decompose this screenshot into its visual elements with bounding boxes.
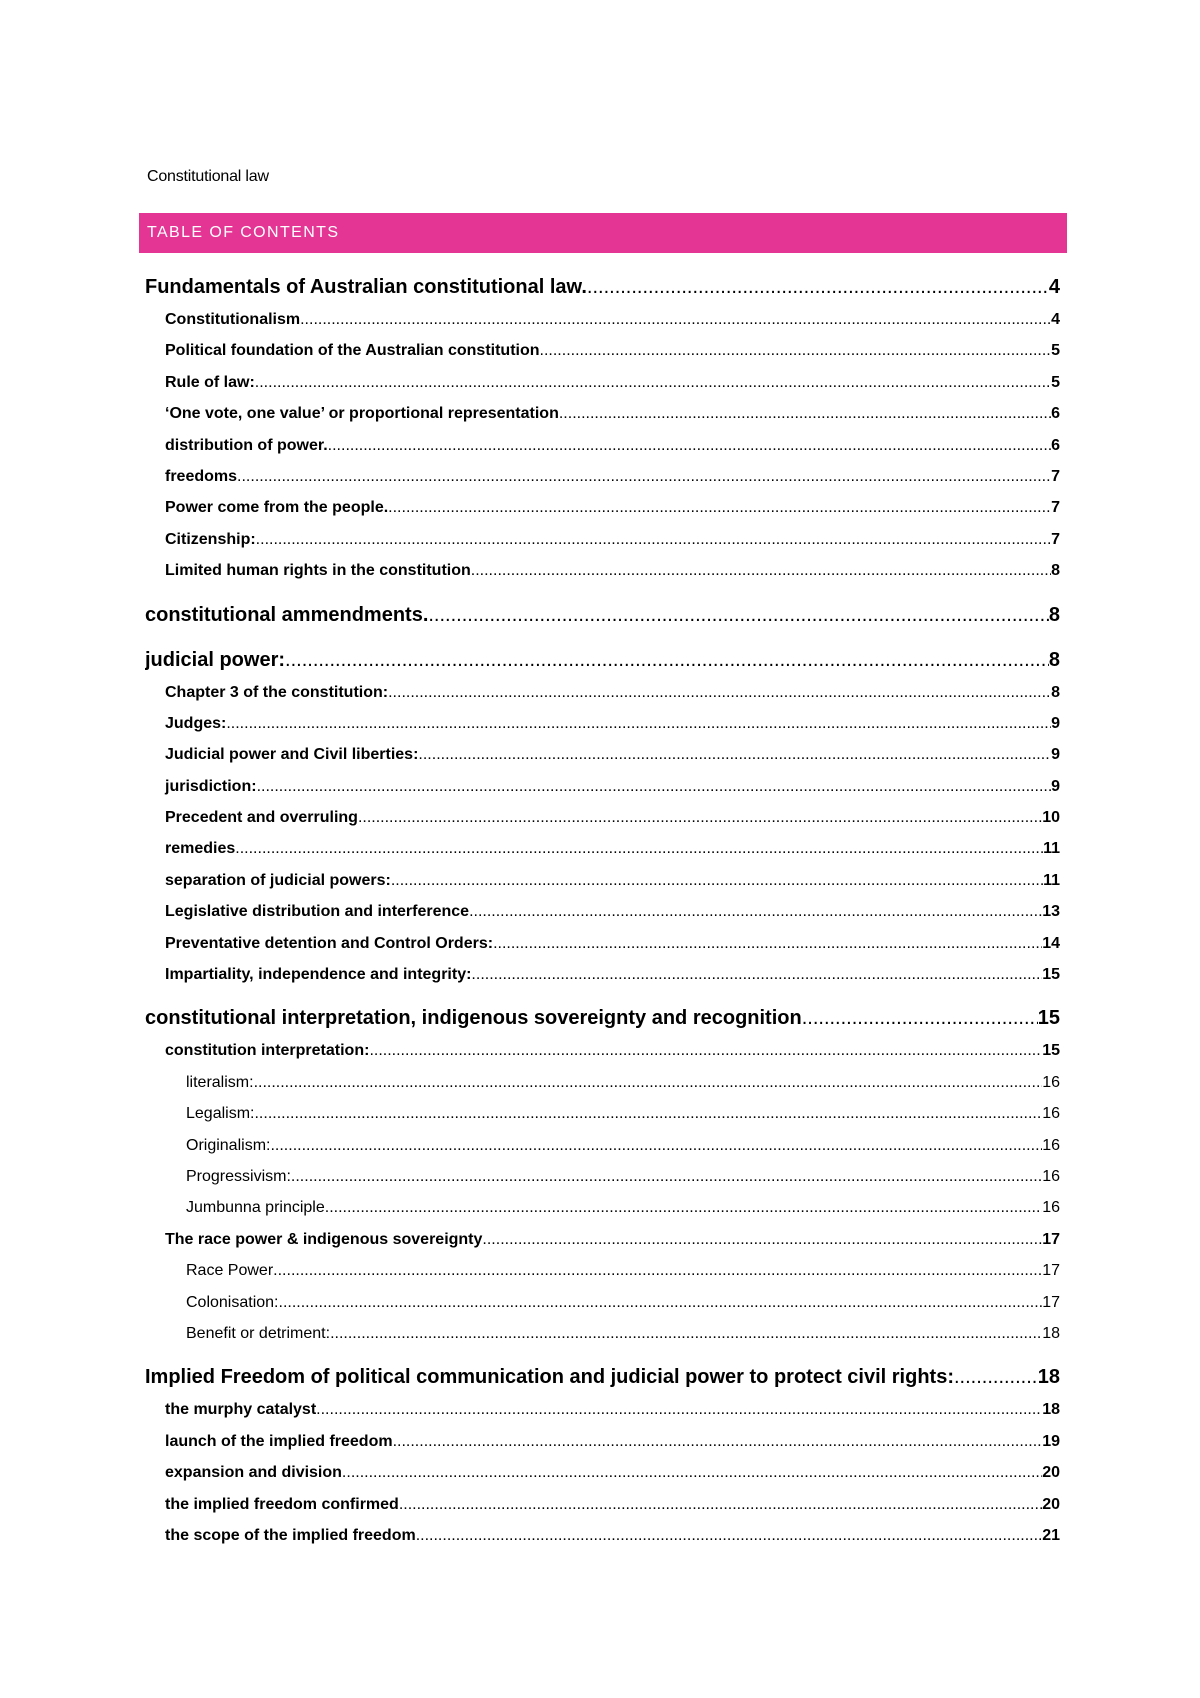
toc-entry[interactable]: [145, 1224, 1060, 1255]
toc-list: [145, 270, 1060, 1551]
toc-dot-leader: [493, 928, 1042, 959]
toc-entry-page: 16: [1042, 1167, 1060, 1185]
toc-entry-title: jurisdiction:: [165, 777, 257, 795]
toc-entry-title: Constitutionalism: [165, 311, 301, 328]
toc-entry-title: constitutional ammendments.: [145, 603, 429, 626]
toc-entry-page: 17: [1042, 1230, 1060, 1248]
toc-dot-leader: [270, 1130, 1042, 1161]
document-header: Constitutional law: [147, 168, 269, 185]
toc-entry-title: separation of judicial powers:: [165, 871, 391, 889]
toc-entry-page: 8: [1048, 603, 1060, 626]
toc-entry[interactable]: [145, 739, 1060, 770]
toc-entry-title: judicial power:: [145, 648, 286, 671]
toc-entry-page: 6: [1051, 436, 1060, 454]
toc-dot-leader: [226, 708, 1051, 739]
toc-entry-title: expansion and division: [165, 1464, 342, 1482]
toc-entry-title: Impartiality, independence and integrity:: [165, 966, 472, 984]
toc-entry[interactable]: [145, 1067, 1060, 1098]
toc-entry-page: 14: [1042, 934, 1060, 952]
toc-entry-title: Race Power: [186, 1262, 274, 1280]
toc-entry-title: Legalism:: [186, 1105, 255, 1123]
toc-dot-leader: [358, 802, 1042, 833]
toc-entry-title: the scope of the implied freedom: [165, 1526, 416, 1544]
toc-dot-leader: [428, 598, 1049, 632]
toc-entry[interactable]: [145, 1098, 1060, 1129]
toc-entry-page: 7: [1051, 467, 1060, 485]
toc-entry-title: Fundamentals of Australian constitutional law.: [145, 276, 587, 298]
toc-entry-page: 11: [1043, 871, 1060, 889]
toc-entry-title: Preventative detention and Control Orders:: [165, 934, 494, 952]
toc-dot-leader: [471, 959, 1042, 990]
toc-entry-page: 17: [1042, 1293, 1060, 1311]
toc-entry[interactable]: [145, 555, 1060, 586]
toc-entry[interactable]: [145, 1360, 1060, 1394]
toc-entry-page: 16: [1042, 1136, 1060, 1154]
toc-entry-page: 18: [1042, 1324, 1060, 1342]
toc-entry[interactable]: [145, 643, 1060, 677]
toc-entry-title: Benefit or detriment:: [186, 1324, 331, 1342]
toc-dot-leader: [416, 1520, 1043, 1551]
toc-entry-page: 8: [1051, 562, 1060, 580]
toc-dot-leader: [285, 643, 1049, 677]
toc-entry[interactable]: [145, 430, 1060, 461]
toc-dot-leader: [587, 270, 1049, 304]
toc-dot-leader: [954, 1360, 1038, 1394]
toc-dot-leader: [330, 1318, 1042, 1349]
toc-entry[interactable]: [145, 461, 1060, 492]
toc-entry-page: 9: [1051, 714, 1060, 732]
toc-dot-leader: [300, 304, 1051, 335]
toc-entry-page: 16: [1042, 1073, 1060, 1091]
toc-dot-leader: [418, 739, 1051, 770]
toc-entry-title: Legislative distribution and interference: [165, 903, 470, 921]
toc-dot-leader: [279, 1287, 1043, 1318]
toc-dot-leader: [540, 335, 1052, 366]
toc-banner-label: TABLE OF CONTENTS: [147, 224, 340, 241]
toc-entry[interactable]: [145, 1520, 1060, 1551]
toc-dot-leader: [391, 865, 1043, 896]
toc-entry-page: 18: [1042, 1401, 1060, 1419]
toc-entry-title: freedoms: [165, 467, 238, 485]
toc-dot-leader: [255, 367, 1051, 398]
toc-entry-title: constitutional interpretation, indigenous sovereignty and recognition: [145, 1007, 802, 1030]
toc-dot-leader: [388, 492, 1051, 523]
toc-entry[interactable]: [145, 398, 1060, 429]
toc-dot-leader: [471, 555, 1051, 586]
toc-entry[interactable]: [145, 304, 1060, 335]
toc-entry-page: 9: [1051, 777, 1060, 795]
toc-entry-page: 15: [1042, 966, 1060, 984]
toc-entry[interactable]: [145, 1318, 1060, 1349]
toc-dot-leader: [369, 1035, 1042, 1066]
toc-dot-leader: [342, 1457, 1042, 1488]
toc-entry[interactable]: [145, 928, 1060, 959]
toc-entry-page: 16: [1042, 1105, 1060, 1123]
toc-entry-title: Chapter 3 of the constitution:: [165, 683, 389, 701]
toc-entry-title: Originalism:: [186, 1136, 271, 1154]
toc-dot-leader: [254, 1098, 1042, 1129]
toc-entry-page: 6: [1051, 405, 1060, 423]
toc-entry[interactable]: [145, 1192, 1060, 1223]
toc-entry-title: Political foundation of the Australian constitution: [165, 342, 540, 360]
toc-entry-title: the implied freedom confirmed: [165, 1495, 399, 1513]
toc-entry[interactable]: [145, 335, 1060, 366]
toc-dot-leader: [388, 677, 1051, 708]
toc-entry-page: 7: [1051, 530, 1060, 548]
toc-entry-page: 18: [1037, 1366, 1060, 1389]
toc-entry[interactable]: [145, 833, 1060, 864]
toc-entry-title: Judges:: [165, 714, 227, 732]
toc-entry-page: 10: [1042, 809, 1060, 827]
toc-dot-leader: [328, 430, 1051, 461]
toc-entry[interactable]: [145, 1426, 1060, 1457]
toc-entry-page: 13: [1042, 903, 1060, 921]
toc-entry-page: 4: [1048, 276, 1060, 298]
toc-dot-leader: [273, 1255, 1042, 1286]
toc-dot-leader: [393, 1426, 1043, 1457]
toc-dot-leader: [257, 771, 1052, 802]
toc-dot-leader: [254, 1067, 1043, 1098]
toc-dot-leader: [559, 398, 1051, 429]
toc-entry-page: 5: [1051, 373, 1060, 391]
toc-entry[interactable]: [145, 677, 1060, 708]
toc-entry-title: ‘One vote, one value’ or proportional representation: [165, 405, 559, 423]
toc-dot-leader: [237, 461, 1051, 492]
toc-entry[interactable]: [145, 1489, 1060, 1520]
toc-entry-page: 8: [1048, 648, 1060, 671]
toc-entry[interactable]: [145, 492, 1060, 523]
toc-entry-title: launch of the implied freedom: [165, 1432, 393, 1450]
toc-entry-title: constitution interpretation:: [165, 1042, 370, 1060]
toc-entry[interactable]: [145, 598, 1060, 632]
toc-entry[interactable]: [145, 270, 1060, 304]
toc-entry[interactable]: [145, 1130, 1060, 1161]
toc-entry[interactable]: [145, 367, 1060, 398]
toc-entry-page: 21: [1042, 1526, 1060, 1544]
toc-entry-title: Precedent and overruling: [165, 809, 358, 827]
toc-entry[interactable]: [145, 1457, 1060, 1488]
toc-entry[interactable]: [145, 1035, 1060, 1066]
toc-entry[interactable]: [145, 1255, 1060, 1286]
toc-dot-leader: [399, 1489, 1042, 1520]
toc-dot-leader: [802, 1001, 1038, 1035]
toc-entry[interactable]: [145, 1394, 1060, 1425]
toc-entry-page: 20: [1042, 1495, 1060, 1513]
toc-entry-title: literalism:: [186, 1073, 254, 1091]
toc-entry-title: Citizenship:: [165, 530, 256, 548]
toc-dot-leader: [256, 524, 1051, 555]
toc-dot-leader: [316, 1394, 1042, 1425]
toc-dot-leader: [235, 833, 1043, 864]
toc-entry-title: Jumbunna principle: [186, 1199, 325, 1217]
toc-entry-title: the murphy catalyst: [165, 1401, 317, 1419]
toc-entry-title: Power come from the people.: [165, 499, 389, 517]
toc-dot-leader: [469, 896, 1042, 927]
toc-entry[interactable]: [145, 802, 1060, 833]
toc-entry-page: 4: [1051, 311, 1060, 328]
toc-entry[interactable]: [145, 865, 1060, 896]
toc-entry-page: 16: [1042, 1199, 1060, 1217]
toc-entry-page: 11: [1043, 840, 1060, 858]
toc-entry-page: 8: [1051, 683, 1060, 701]
toc-entry-title: Colonisation:: [186, 1293, 279, 1311]
toc-dot-leader: [482, 1224, 1042, 1255]
toc-banner: [139, 213, 1067, 253]
toc-dot-leader: [325, 1192, 1042, 1223]
toc-entry-page: 20: [1042, 1464, 1060, 1482]
toc-entry-title: The race power & indigenous sovereignty: [165, 1230, 483, 1248]
toc-entry-title: Progressivism:: [186, 1167, 291, 1185]
toc-entry[interactable]: [145, 959, 1060, 990]
toc-entry-title: distribution of power.: [165, 436, 328, 454]
toc-entry[interactable]: [145, 1287, 1060, 1318]
toc-entry-title: Judicial power and Civil liberties:: [165, 746, 419, 764]
toc-entry-page: 15: [1037, 1007, 1060, 1030]
toc-entry-page: 5: [1051, 342, 1060, 360]
toc-entry-page: 19: [1042, 1432, 1060, 1450]
toc-entry[interactable]: [145, 524, 1060, 555]
toc-entry-title: Implied Freedom of political communication and judicial power to protect civil rights:: [145, 1366, 954, 1389]
toc-entry[interactable]: [145, 708, 1060, 739]
toc-entry[interactable]: [145, 896, 1060, 927]
toc-entry-page: 7: [1051, 499, 1060, 517]
toc-dot-leader: [291, 1161, 1042, 1192]
toc-entry-page: 9: [1051, 746, 1060, 764]
toc-entry-title: remedies: [165, 840, 236, 858]
toc-entry[interactable]: [145, 1161, 1060, 1192]
toc-entry-page: 17: [1042, 1262, 1060, 1280]
toc-entry[interactable]: [145, 771, 1060, 802]
toc-entry-title: Limited human rights in the constitution: [165, 562, 471, 580]
toc-entry-page: 15: [1042, 1042, 1060, 1060]
toc-entry-title: Rule of law:: [165, 373, 255, 391]
toc-entry[interactable]: [145, 1001, 1060, 1035]
